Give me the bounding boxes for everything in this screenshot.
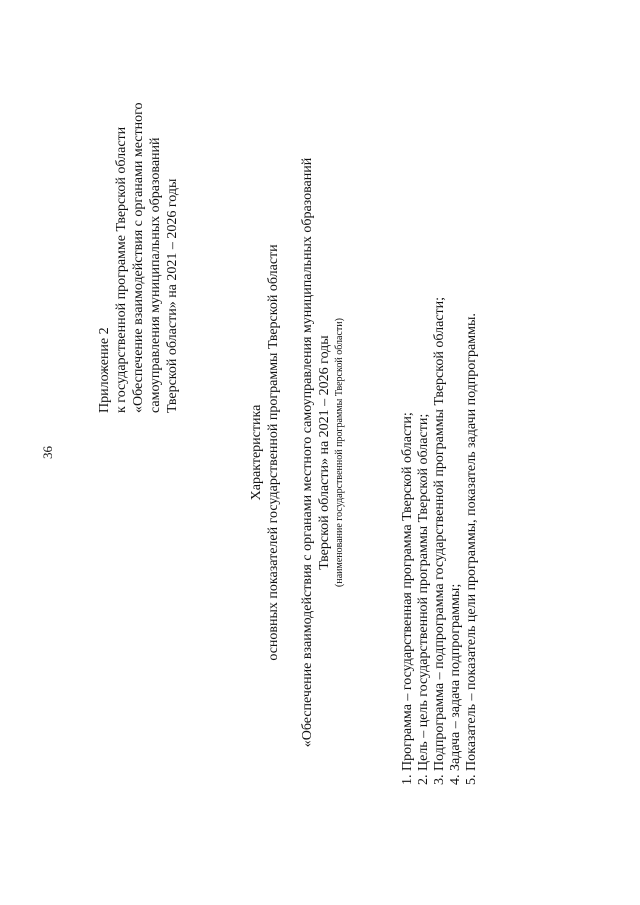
title-heading: Характеристика — [249, 404, 264, 501]
appendix-line: Тверской области» на 2021 – 2026 годы — [165, 178, 180, 413]
terms-list-item: 3. Подпрограмма – подпрограмма государственной программы Тверской области; — [432, 296, 447, 785]
terms-list-item: 2. Цель – цель государственной программы Тверской области; — [416, 413, 431, 785]
document-title — [248, 0, 347, 905]
terms-list — [400, 297, 480, 785]
appendix-line: Приложение 2 — [97, 327, 112, 413]
program-name-line: «Обеспечение взаимодействия с органами местного самоуправления муниципальных образований — [300, 157, 315, 748]
title-subheading: основных показателей государственной программы Тверской области — [266, 244, 281, 661]
appendix-line: самоуправления муниципальных образований — [148, 137, 163, 413]
terms-list-item: 1. Программа – государственная программа Тверской области; — [400, 412, 415, 785]
program-name-caption: (наименование государственной программы Тверской области) — [334, 318, 345, 587]
appendix-line: «Обеспечение взаимодействия с органами местного — [131, 102, 146, 413]
terms-list-item: 5. Показатель – показатель цели программы, показатель задачи подпрограммы. — [464, 313, 479, 785]
program-name-line: Тверской области» на 2021 – 2026 годы — [317, 335, 332, 570]
appendix-header — [96, 102, 181, 413]
appendix-line: к государственной программе Тверской области — [114, 126, 129, 413]
page-number: 36 — [40, 446, 55, 459]
terms-list-item: 4. Задача – задача подпрограммы; — [448, 583, 463, 785]
